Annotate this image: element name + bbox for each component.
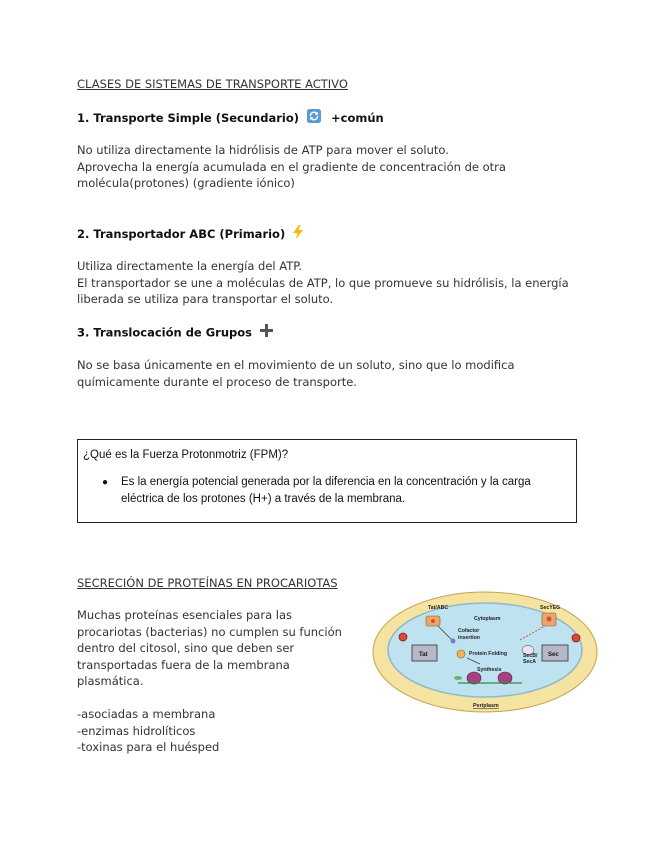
paragraph-transport-abc (77, 258, 569, 308)
section-title-transport: CLASES DE SISTEMAS DE TRANSPORTE ACTIVO (77, 77, 348, 91)
heading-transport-simple-text: 1. Transporte Simple (Secundario) (77, 110, 299, 125)
folding-protein-icon (457, 650, 465, 658)
text-line: transportadas fuera de la membrana (77, 657, 290, 672)
heading-transport-simple (77, 109, 384, 128)
list-item: -toxinas para el huésped (77, 740, 220, 754)
text-line: No se basa únicamente en el movimiento de un soluto, sino que lo modifica (77, 358, 515, 372)
heading-group-translocation-text: 3. Translocación de Grupos (77, 325, 252, 340)
secyeg-protein-icon (547, 617, 552, 622)
list-item: -asociadas a membrana (77, 707, 216, 721)
fpm-answer (121, 474, 531, 507)
paragraph-transport-simple (77, 142, 506, 192)
secretion-diagram (370, 588, 600, 716)
heading-transport-abc (77, 225, 304, 244)
text-line: dentro del citosol, sino que deben ser (77, 641, 295, 655)
text-line: Es la energía potencial generada por la diferencia en la concentración y la carga (121, 476, 531, 488)
ribosome-left-icon (467, 672, 481, 684)
cycle-icon (307, 109, 321, 128)
plus-icon (260, 324, 273, 342)
label-tatabc: Tat/ABC (428, 605, 449, 611)
trna-icon (454, 676, 462, 680)
lightning-icon (292, 225, 304, 244)
text-line: Muchas proteínas esenciales para las (77, 608, 293, 622)
fpm-box (77, 439, 577, 523)
label-tat: Tat (419, 652, 428, 658)
text-line: plasmática. (77, 674, 144, 688)
label-secb: SecB/ (523, 653, 538, 659)
text-line: Utiliza directamente la energía del ATP. (77, 259, 303, 273)
ribosome-right-icon (498, 672, 512, 684)
list-item: -enzimas hidrolíticos (77, 723, 196, 738)
label-cofactor: Cofactor (458, 628, 480, 634)
paragraph-secretion (77, 607, 342, 690)
text-line: No utiliza directamente la hidrólisis de ATP para mover el soluto. (77, 143, 449, 157)
heading-group-translocation (77, 324, 273, 342)
bullet-dot-icon: ● (102, 477, 109, 488)
fpm-question: ¿Qué es la Fuerza Protonmotriz (FPM)? (83, 449, 289, 461)
label-periplasm: Periplasm (473, 703, 499, 709)
label-secyeg: SecYEG (540, 605, 561, 611)
text-line: procariotas (bacterias) no cumplen su función (77, 624, 342, 639)
secreted-protein-left-icon (399, 633, 407, 641)
label-cytoplasm: Cytoplasm (474, 616, 501, 622)
section-title-secretion: SECRECIÓN DE PROTEÍNAS EN PROCARIOTAS (77, 576, 338, 590)
paragraph-group-translocation (77, 357, 515, 390)
secreted-protein-right-icon (572, 634, 580, 642)
label-insertion: insertion (458, 635, 480, 641)
heading-transport-abc-text: 2. Transportador ABC (Primario) (77, 226, 286, 241)
text-line: eléctrica de los protones (H+) a través de la membrana. (121, 492, 406, 505)
text-line: químicamente durante el proceso de transporte. (77, 374, 357, 389)
label-sec: Sec (548, 652, 559, 658)
text-line: liberada se utiliza para transportar el soluto. (77, 292, 334, 306)
heading-transport-simple-suffix: +común (331, 110, 384, 125)
list-secretion (77, 706, 219, 756)
label-folding: Protein Folding (469, 651, 508, 657)
cofactor-icon (431, 619, 435, 623)
label-synthesis: Synthesis (477, 667, 502, 673)
label-seca: SecA (523, 659, 536, 665)
cofactor-small-icon (451, 639, 456, 644)
text-line: molécula(protones) (gradiente iónico) (77, 176, 295, 190)
text-line: Aprovecha la energía acumulada en el gradiente de concentración de otra (77, 159, 506, 174)
text-line: El transportador se une a moléculas de ATP, lo que promueve su hidrólisis, la energía (77, 275, 569, 290)
